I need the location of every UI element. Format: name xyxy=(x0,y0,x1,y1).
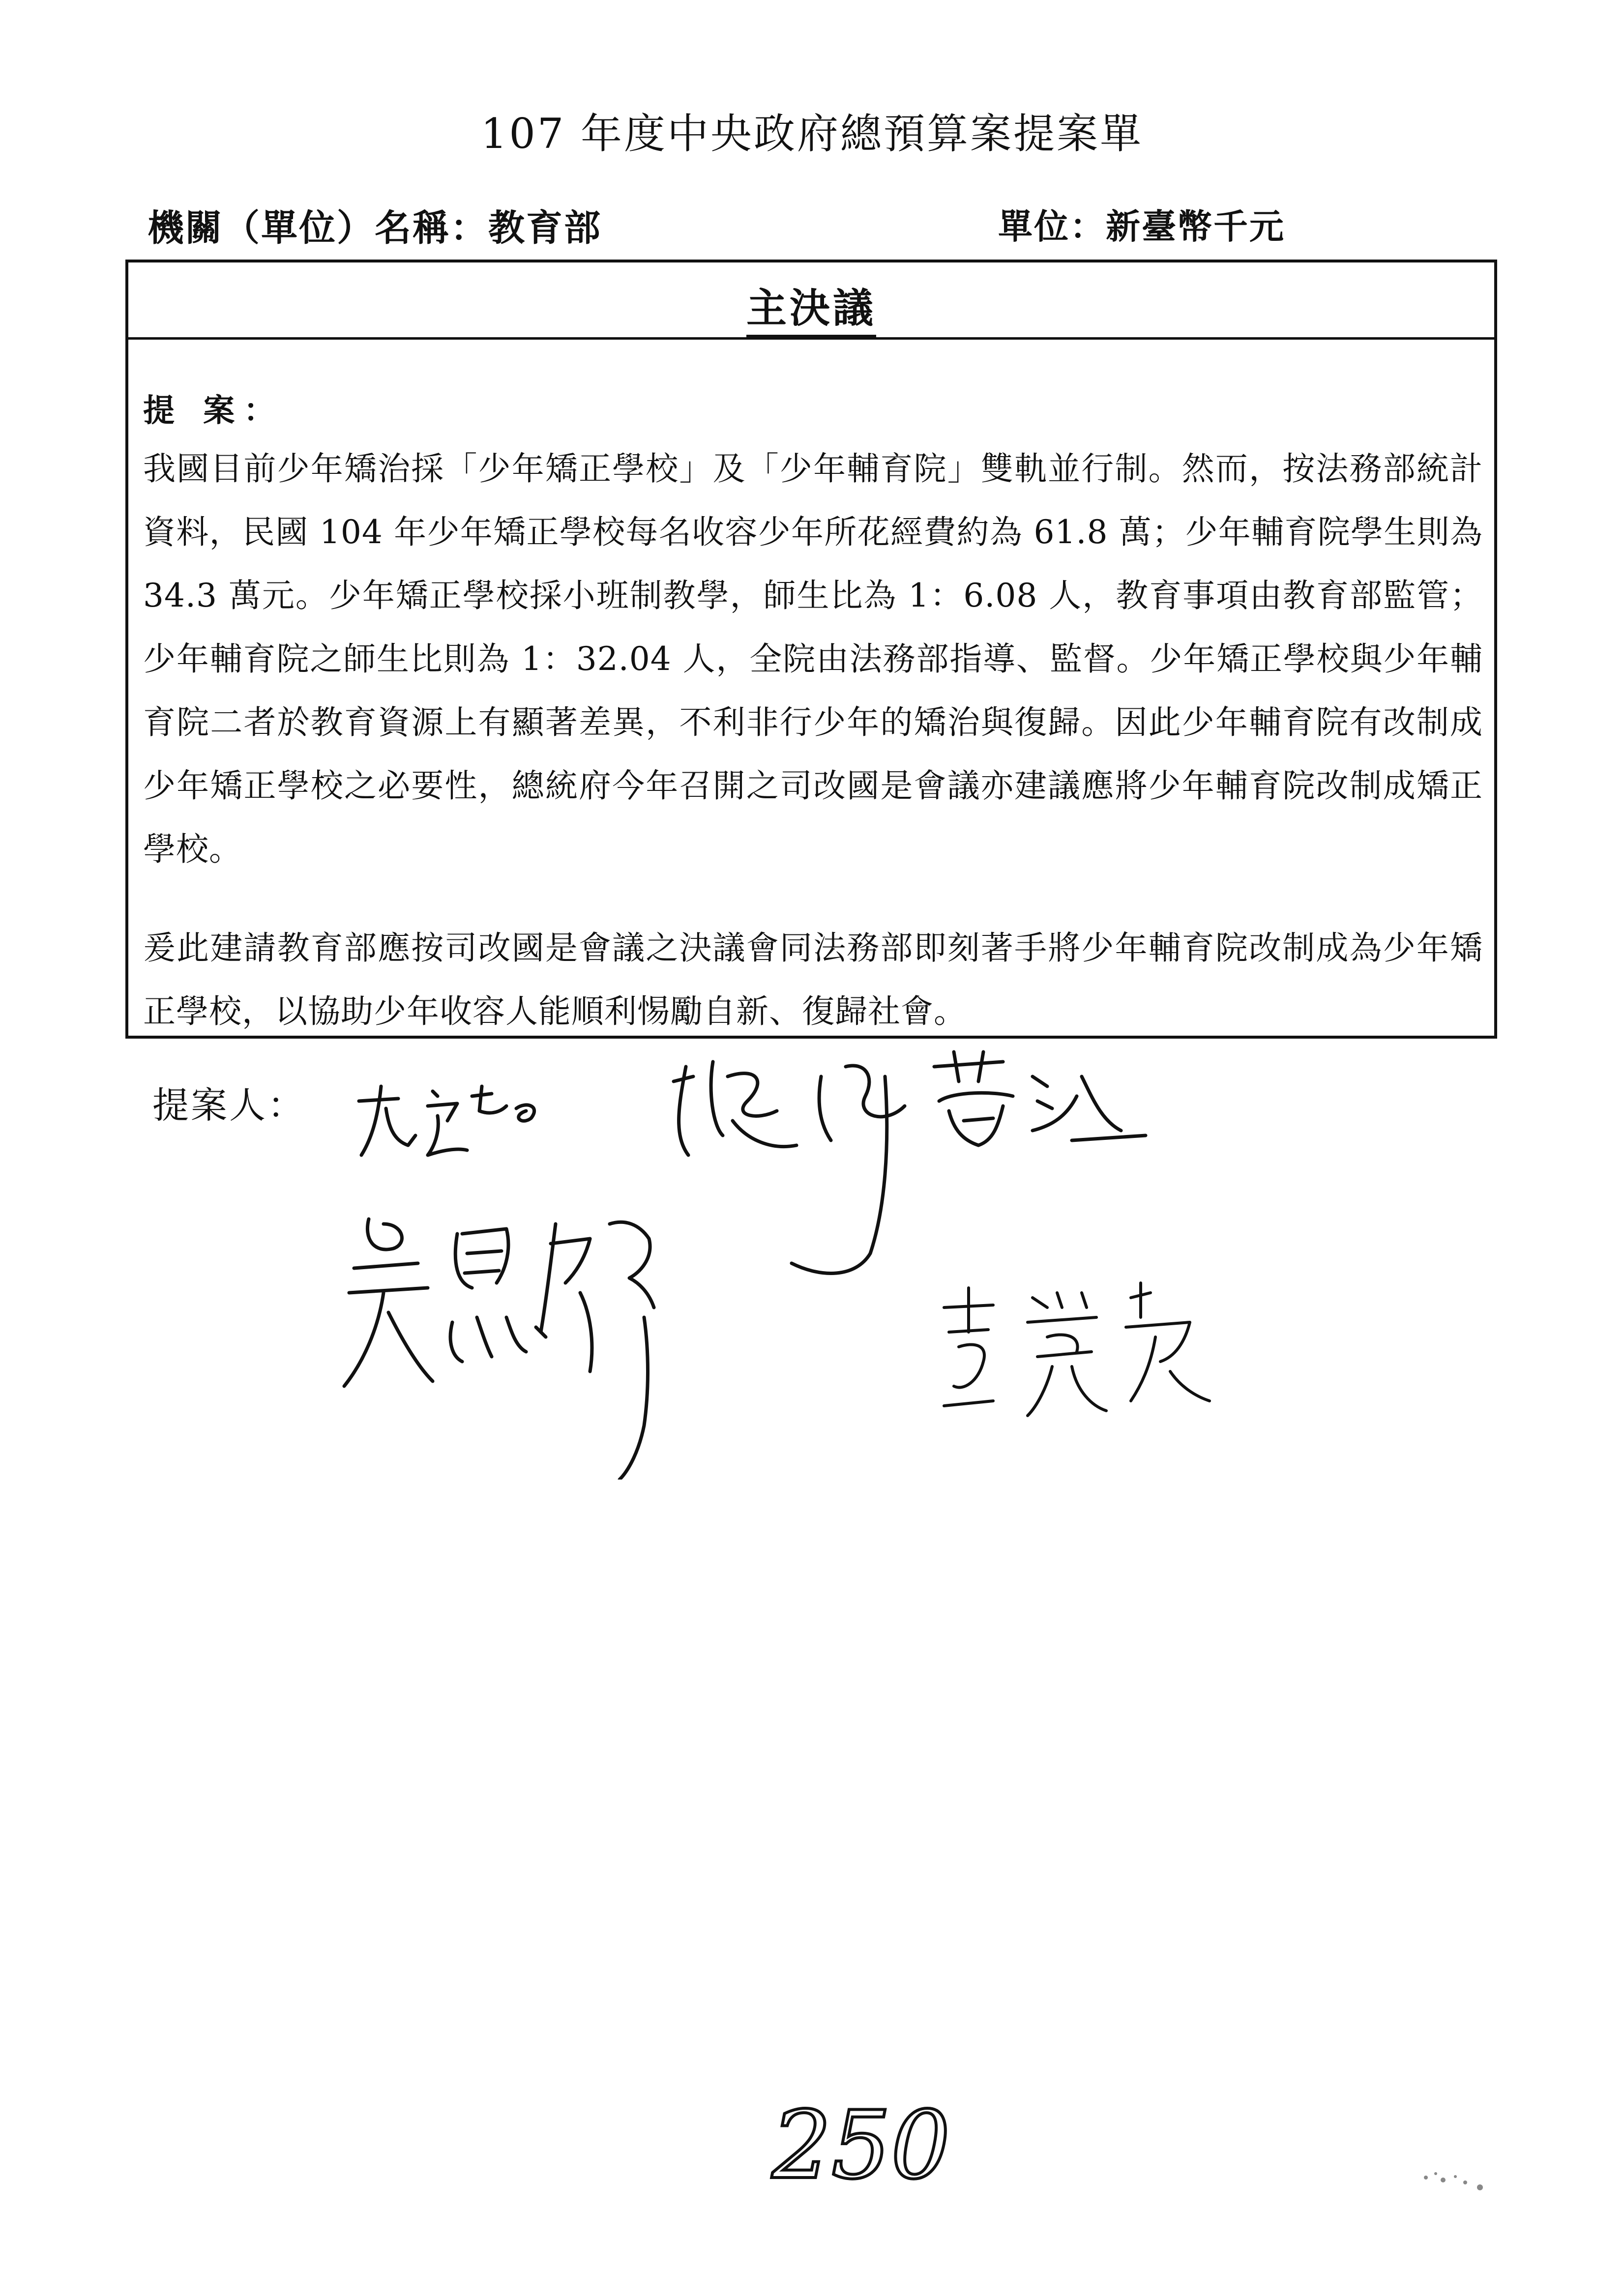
scan-speck-mark xyxy=(1416,2163,1495,2197)
proposal-paragraph-1: 我國目前少年矯治採「少年矯正學校」及「少年輔育院」雙軌並行制。然而，按法務部統計資料，民國 104 年少年矯正學校每名收容少年所花經費約為 61.8 萬；少年輔育院學生則為 34.3 萬元。少年矯正學校採小班制教學，師生比為 1：6.08 人，教育事項由教育部監管；少年輔育院之師生比則為 1：32.04 人，全院由法務部指導、監督。少年矯正學校與少年輔育院二者於教育資源上有顯著差異，不利非行少年的矯治與復歸。因此少年輔育院有改制成少年矯正學校之必要性，總統府今年召開之司改國是會議亦建議應將少年輔育院改制成矯正學校。 xyxy=(143,450,1483,868)
page-number xyxy=(767,2099,983,2197)
signature-4 xyxy=(934,1278,1239,1445)
signature-1 xyxy=(354,1081,561,1180)
agency-name: 機關（單位）名稱：教育部 xyxy=(148,207,602,249)
document-title: 107 年度中央政府總預算案提案單 xyxy=(480,110,1144,158)
page-number-text: 250 xyxy=(772,2099,950,2197)
proposal-label: 提 案： xyxy=(143,393,284,429)
currency-unit: 單位：新臺幣千元 xyxy=(998,206,1285,247)
resolution-heading: 主決議 xyxy=(746,276,876,338)
proposal-paragraph-2: 爰此建請教育部應按司改國是會議之決議會同法務部即刻著手將少年輔育院改制成為少年矯正學校，以協助少年收容人能順利惕勵自新、復歸社會。 xyxy=(143,929,1483,1030)
proposer-label: 提案人： xyxy=(152,1084,306,1127)
resolution-box xyxy=(125,260,1497,1039)
resolution-header xyxy=(128,262,1494,340)
signature-3 xyxy=(334,1204,777,1480)
